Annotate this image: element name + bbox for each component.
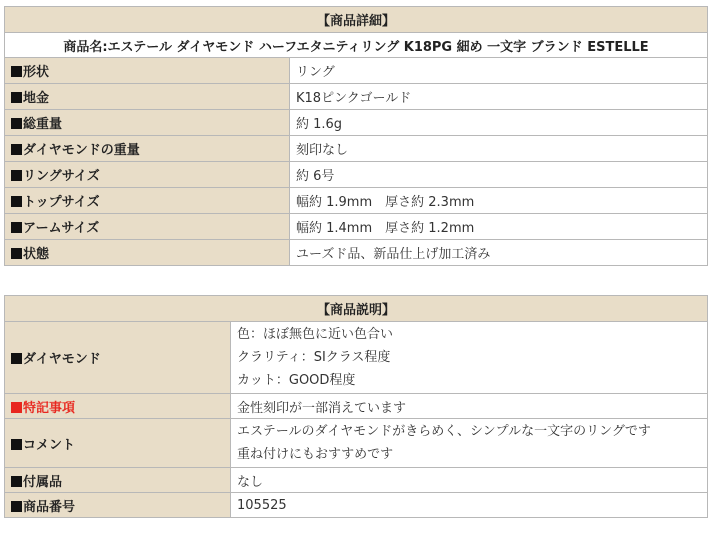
square-bullet-icon bbox=[11, 144, 22, 155]
square-bullet-icon bbox=[11, 248, 22, 259]
detail-label: トップサイズ bbox=[5, 188, 290, 214]
description-line: 色：ほぼ無色に近い色合い bbox=[237, 327, 394, 342]
description-header: 【商品説明】 bbox=[5, 296, 708, 322]
detail-label: アームサイズ bbox=[5, 214, 290, 240]
detail-value: 幅約 1.9mm 厚さ約 2.3mm bbox=[290, 188, 708, 214]
square-bullet-icon bbox=[11, 476, 22, 487]
description-label: 商品番号 bbox=[5, 493, 231, 518]
square-bullet-icon bbox=[11, 439, 22, 450]
detail-row bbox=[5, 162, 708, 188]
square-bullet-icon bbox=[11, 501, 22, 512]
detail-label: 状態 bbox=[5, 240, 290, 266]
description-value: なし bbox=[231, 468, 708, 493]
detail-value: 約 1.6g bbox=[290, 110, 708, 136]
square-bullet-icon bbox=[11, 92, 22, 103]
description-line: クラリティ：SIクラス程度 bbox=[237, 350, 391, 365]
detail-label: リングサイズ bbox=[5, 162, 290, 188]
detail-row bbox=[5, 84, 708, 110]
product-title: 商品名:エステール ダイヤモンド ハーフエタニティリング K18PG 細め 一文字 ブランド ESTELLE bbox=[5, 33, 708, 58]
detail-row bbox=[5, 58, 708, 84]
detail-label: 形状 bbox=[5, 58, 290, 84]
description-row bbox=[5, 394, 708, 419]
description-line: カット：GOOD程度 bbox=[237, 373, 356, 388]
description-row bbox=[5, 322, 708, 394]
description-value: 金性刻印が一部消えています bbox=[231, 394, 708, 419]
description-label: 付属品 bbox=[5, 468, 231, 493]
description-value: 105525 bbox=[231, 493, 708, 518]
square-bullet-icon bbox=[11, 402, 22, 413]
description-row bbox=[5, 468, 708, 493]
product-details-table bbox=[4, 6, 708, 266]
product-description-table bbox=[4, 295, 708, 518]
detail-row bbox=[5, 188, 708, 214]
description-row bbox=[5, 419, 708, 468]
description-line: 重ね付けにもおすすめです bbox=[237, 447, 394, 462]
detail-row bbox=[5, 240, 708, 266]
square-bullet-icon bbox=[11, 66, 22, 77]
detail-value: リング bbox=[290, 58, 708, 84]
detail-value: ユーズド品、新品仕上げ加工済み bbox=[290, 240, 708, 266]
detail-value: K18ピンクゴールド bbox=[290, 84, 708, 110]
detail-label: ダイヤモンドの重量 bbox=[5, 136, 290, 162]
detail-label: 総重量 bbox=[5, 110, 290, 136]
details-header: 【商品詳細】 bbox=[5, 7, 708, 33]
description-value bbox=[231, 322, 708, 394]
square-bullet-icon bbox=[11, 170, 22, 181]
detail-row bbox=[5, 110, 708, 136]
description-label: コメント bbox=[5, 419, 231, 468]
description-line: エステールのダイヤモンドがきらめく、シンプルな一文字のリングです bbox=[237, 424, 651, 439]
square-bullet-icon bbox=[11, 196, 22, 207]
detail-value: 幅約 1.4mm 厚さ約 1.2mm bbox=[290, 214, 708, 240]
detail-label: 地金 bbox=[5, 84, 290, 110]
square-bullet-icon bbox=[11, 353, 22, 364]
detail-value: 約 6号 bbox=[290, 162, 708, 188]
description-row bbox=[5, 493, 708, 518]
square-bullet-icon bbox=[11, 118, 22, 129]
detail-row bbox=[5, 136, 708, 162]
special-notes-label: 特記事項 bbox=[5, 394, 231, 419]
detail-row bbox=[5, 214, 708, 240]
description-value bbox=[231, 419, 708, 468]
description-label: ダイヤモンド bbox=[5, 322, 231, 394]
square-bullet-icon bbox=[11, 222, 22, 233]
detail-value: 刻印なし bbox=[290, 136, 708, 162]
